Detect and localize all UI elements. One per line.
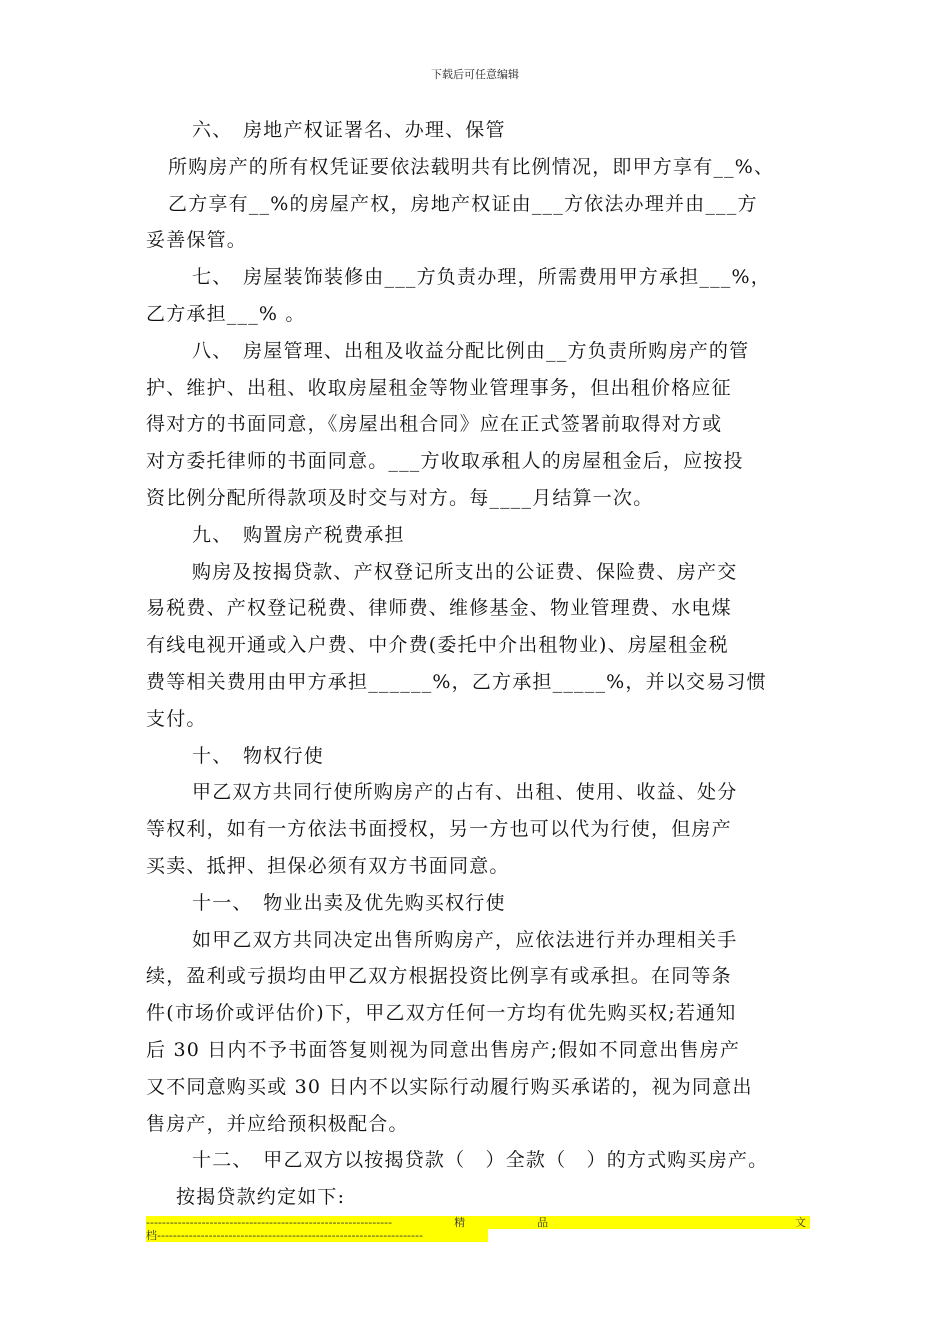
paragraph-line: 得对方的书面同意，《房屋出租合同》应在正式签署前取得对方或 [146, 413, 723, 436]
paragraph-line: 件(市场价或评估价)下，甲乙双方任何一方均有优先购买权;若通知 [146, 1002, 737, 1025]
paragraph-line: 如甲乙双方共同决定出售所购房产，应依法进行并办理相关手 [192, 928, 738, 951]
page-header: 下载后可任意编辑 [431, 68, 519, 81]
footer-char-4: 档 [146, 1229, 157, 1242]
section-heading-11: 十一、 物业出卖及优先购买权行使 [192, 891, 506, 914]
footer-char-1: 精 [454, 1216, 466, 1229]
paragraph-line: 售房产，并应给预积极配合。 [146, 1112, 409, 1135]
footer-row-2 [146, 1229, 488, 1242]
paragraph-line: 有线电视开通或入户费、中介费(委托中介出租物业)、房屋租金税 [146, 634, 729, 657]
paragraph-line: 对方委托律师的书面同意。___方收取承租人的房屋租金后，应按投 [146, 450, 744, 473]
paragraph-line: 资比例分配所得款项及时交与对方。每____月结算一次。 [146, 486, 654, 509]
paragraph-line: 乙方享有__%的房屋产权，房地产权证由___方依法办理并由___方 [168, 192, 758, 215]
footer-row-1 [146, 1216, 810, 1229]
section-heading-8: 八、 房屋管理、出租及收益分配比例由__方负责所购房产的管 [192, 339, 750, 362]
footer-watermark-band [146, 1216, 810, 1242]
paragraph-line: 购房及按揭贷款、产权登记所支出的公证费、保险费、房产交 [192, 560, 738, 583]
paragraph-line: 妥善保管。 [146, 229, 248, 252]
paragraph-line: 易税费、产权登记税费、律师费、维修基金、物业管理费、水电煤 [146, 597, 732, 620]
paragraph-line: 乙方承担___% 。 [146, 302, 306, 325]
paragraph-line: 护、维护、出租、收取房屋租金等物业管理事务，但出租价格应征 [146, 376, 732, 399]
section-heading-12: 十二、 甲乙双方以按揭贷款（ ）全款（ ）的方式购买房产。 [192, 1149, 769, 1172]
footer-dashes-right: ------------------------------------------------------------------- [157, 1229, 423, 1242]
paragraph-line: 续，盈利或亏损均由甲乙双方根据投资比例享有或承担。在同等条 [146, 965, 732, 988]
footer-char-2: 品 [537, 1216, 549, 1229]
paragraph-line: 等权利，如有一方依法书面授权，另一方也可以代为行使，但房产 [146, 818, 732, 841]
paragraph-line: 费等相关费用由甲方承担______%，乙方承担_____%，并以交易习惯 [146, 670, 767, 693]
paragraph-line: 又不同意购买或 30 日内不以实际行动履行购买承诺的，视为同意出 [146, 1075, 753, 1098]
section-heading-9: 九、 购置房产税费承担 [192, 523, 405, 546]
section-heading-6: 六、 房地产权证署名、办理、保管 [192, 119, 506, 141]
paragraph-line: 买卖、抵押、担保必须有双方书面同意。 [146, 854, 510, 877]
paragraph-line: 按揭贷款约定如下: [176, 1186, 346, 1209]
section-heading-7: 七、 房屋装饰装修由___方负责办理，所需费用甲方承担___%， [192, 266, 771, 289]
paragraph-line: 甲乙双方共同行使所购房产的占有、出租、使用、收益、处分 [192, 781, 738, 804]
footer-dashes-left: -------------------------------------------------------------- [146, 1216, 393, 1229]
paragraph-line: 支付。 [146, 707, 207, 730]
paragraph-line: 后 30 日内不予书面答复则视为同意出售房产;假如不同意出售房产 [146, 1038, 741, 1061]
footer-char-3: 文 [795, 1216, 806, 1229]
paragraph-line: 所购房产的所有权凭证要依法载明共有比例情况，即甲方享有__%、 [168, 155, 775, 178]
section-heading-10: 十、 物权行使 [192, 744, 324, 767]
document-body [146, 112, 810, 1216]
